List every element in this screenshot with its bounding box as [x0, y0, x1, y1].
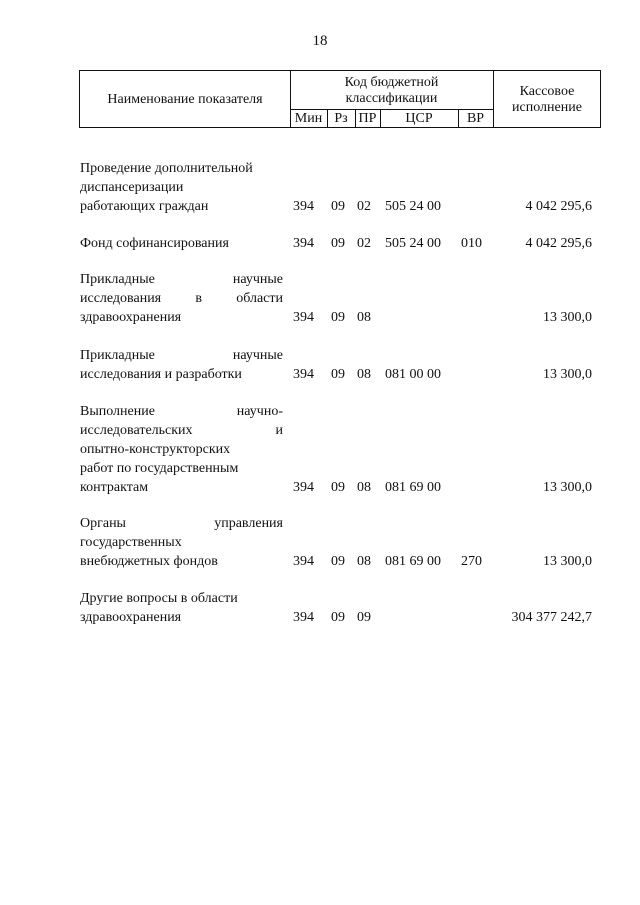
header-code-line1: Код бюджетной: [344, 74, 439, 90]
row-name-line: контрактам: [80, 480, 149, 495]
cell-pr: 02: [357, 199, 371, 214]
cell-pr: 08: [357, 367, 371, 382]
row-name-line: внебюджетных фондов: [80, 554, 218, 569]
cell-rz: 09: [331, 610, 345, 625]
table-row: [0, 159, 640, 216]
cell-min: 394: [293, 610, 314, 625]
row-name-line: Прикладные научные: [80, 272, 283, 287]
cell-csr: 081 00 00: [385, 367, 441, 382]
row-name-line: Фонд софинансирования: [80, 236, 229, 251]
cell-min: 394: [293, 236, 314, 251]
cell-vr: 270: [461, 554, 482, 569]
header-min: Мин: [294, 110, 323, 126]
row-name-line: диспансеризации: [80, 180, 184, 195]
cell-rz: 09: [331, 199, 345, 214]
row-name-line: здравоохранения: [80, 610, 182, 625]
row-name-line: Другие вопросы в области: [80, 591, 238, 606]
row-name: [80, 270, 283, 327]
header-csr: ЦСР: [405, 110, 433, 126]
header-amount-line1: Кассовое: [519, 84, 575, 99]
cell-amount: 13 300,0: [543, 367, 592, 382]
cell-rz: 09: [331, 367, 345, 382]
row-name: [80, 346, 283, 384]
cell-amount: 13 300,0: [543, 310, 592, 325]
row-name-line: здравоохранения: [80, 310, 182, 325]
header-code-line2: классификации: [345, 90, 438, 106]
row-name: [80, 159, 283, 216]
row-name-line: Проведение дополнительной: [80, 161, 253, 176]
cell-pr: 09: [357, 610, 371, 625]
row-name: [80, 234, 283, 253]
cell-rz: 09: [331, 554, 345, 569]
header-pr: ПР: [358, 110, 377, 126]
cell-pr: 08: [357, 480, 371, 495]
header-rz: Рз: [334, 110, 348, 126]
cell-min: 394: [293, 480, 314, 495]
cell-pr: 08: [357, 310, 371, 325]
cell-rz: 09: [331, 236, 345, 251]
row-name-line: работающих граждан: [80, 199, 209, 214]
row-name-line: Выполнение научно-: [80, 404, 283, 419]
table-row: [0, 589, 640, 627]
row-name: [80, 402, 283, 497]
cell-amount: 13 300,0: [543, 480, 592, 495]
page-number: 18: [312, 33, 328, 49]
row-name-line: исследования и разработки: [80, 367, 242, 382]
header-name: Наименование показателя: [107, 92, 263, 107]
table-row: [0, 514, 640, 571]
table-row: [0, 270, 640, 327]
cell-rz: 09: [331, 480, 345, 495]
cell-min: 394: [293, 310, 314, 325]
table-row: [0, 402, 640, 497]
cell-min: 394: [293, 554, 314, 569]
row-name-line: государственных: [80, 535, 182, 550]
cell-min: 394: [293, 367, 314, 382]
row-name: [80, 514, 283, 571]
table-row: [0, 234, 640, 253]
row-name-line: работ по государственным: [80, 461, 239, 476]
cell-min: 394: [293, 199, 314, 214]
table-row: [0, 346, 640, 384]
row-name-line: исследования в области: [80, 291, 283, 306]
cell-vr: 010: [461, 236, 482, 251]
row-name-line: Органы управления: [80, 516, 283, 531]
row-name-line: исследовательских и: [80, 423, 283, 438]
row-name-line: опытно-конструкторских: [80, 442, 231, 457]
row-name-line: Прикладные научные: [80, 348, 283, 363]
cell-pr: 02: [357, 236, 371, 251]
cell-amount: 4 042 295,6: [525, 199, 592, 214]
cell-amount: 13 300,0: [543, 554, 592, 569]
cell-rz: 09: [331, 310, 345, 325]
cell-amount: 4 042 295,6: [525, 236, 592, 251]
cell-csr: 081 69 00: [385, 480, 441, 495]
cell-pr: 08: [357, 554, 371, 569]
header-amount-line2: исполнение: [512, 100, 582, 115]
row-name: [80, 589, 283, 627]
cell-csr: 505 24 00: [385, 199, 441, 214]
cell-amount: 304 377 242,7: [511, 610, 592, 625]
cell-csr: 505 24 00: [385, 236, 441, 251]
cell-csr: 081 69 00: [385, 554, 441, 569]
header-vr: ВР: [466, 110, 485, 126]
